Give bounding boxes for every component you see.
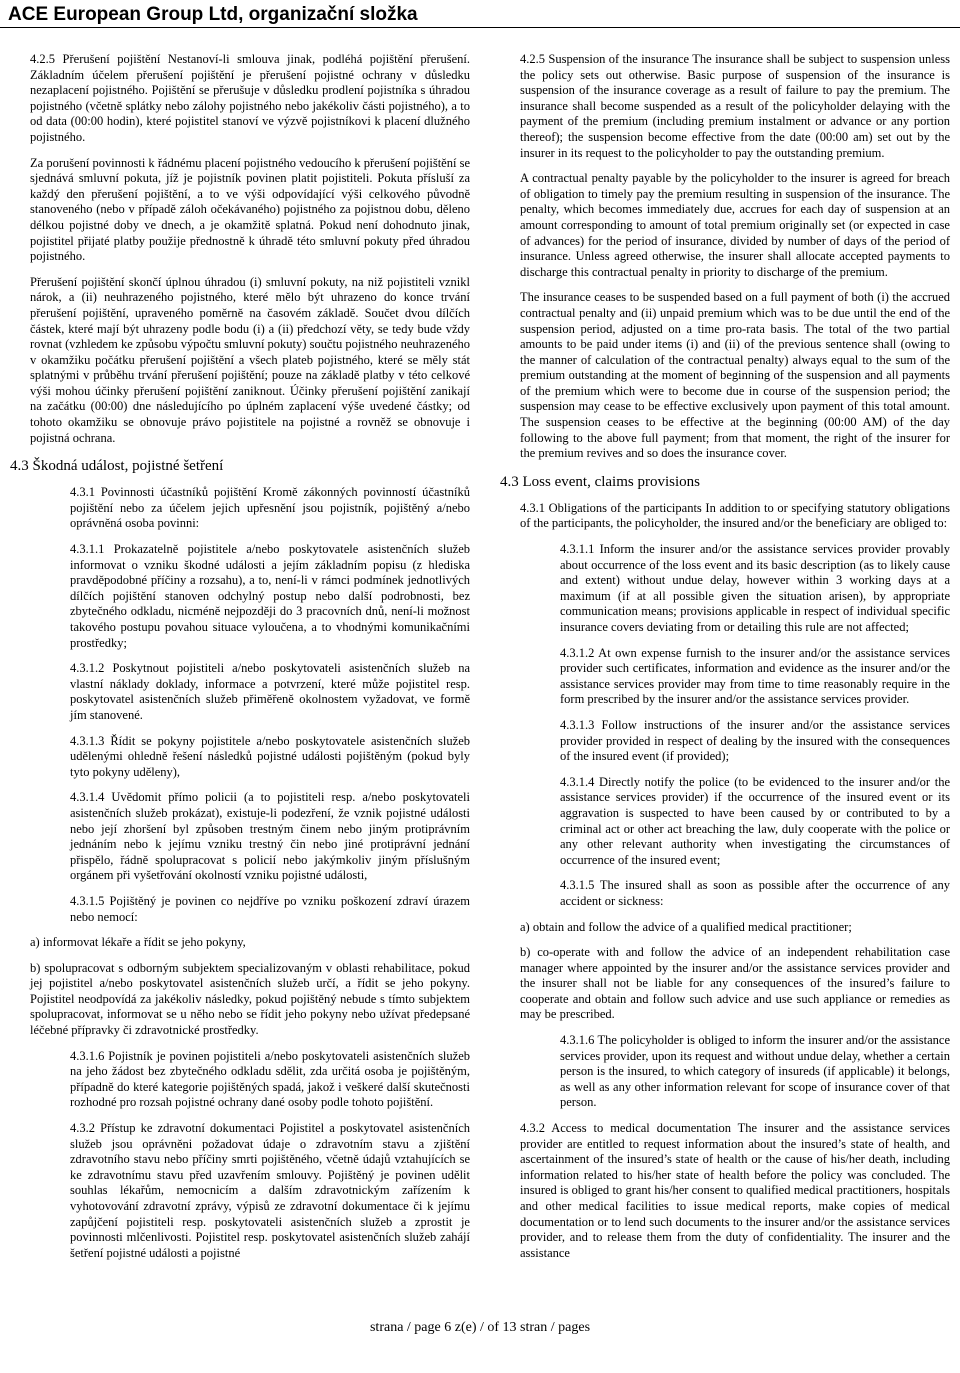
paragraph: Za porušení povinnosti k řádnému placení pojistného vedoucího k přerušení pojištění se sjednává smluvní pokuta, jíž je pojistník povinen platit pojistiteli. Pokuta přísluší za každý den přerušení pojištění, a to ve výši odpovídající výši celkového původně stanoveného (nebo v případě záloh očekávaného) pojistného za pojistnou dobu, děleno délkou pojistné doby ve dnech, a je okamžitě splatná. Pokud není dohodnuto jinak, pojistitel přijaté platby použije přednostně k úhradě této smluvní pokuty před úhradou pojistného. [30,155,470,264]
paragraph: b) spolupracovat s odborným subjektem specializovaným v oblasti rehabilitace, pokud jej pojistitel a/nebo poskytovatel asistenčních služeb určí, a řídit se jeho pokyny. Pojistitel neodpovídá za jakékoliv následky, pokud pojištěný nebude s tímto subjektem spolupracovat, informovat se u něho nebo se řídit jeho pokyny nebo užívat předepsané léčebné přípravky či zdravotnické prostředky. [30,960,470,1038]
paragraph: 4.3.1 Obligations of the participants In addition to or specifying statutory obligations of the participants, the policyholder, the insured and/or the beneficiary are obliged to: [520,500,950,531]
paragraph: 4.3.1.5 The insured shall as soon as possible after the occurrence of any accident or sickness: [560,878,950,908]
section-heading: 4.3 Loss event, claims provisions [500,473,700,490]
paragraph: The insurance ceases to be suspended based on a full payment of both (i) the accrued contractual penalty and (ii) unpaid premium which was to be due until the end of the suspension period, adjusted on a time pro-rata basis. The total of the two partial amounts to be paid under items (i) and (ii) of the previous sentence shall (owing to the manner of calculation of the contractual penalty) always equal to the sum of the premium outstanding at the moment of beginning of the suspension and all payments of the premium which were to become due in course of the suspension period; the suspension may cease to be effective exclusively upon payment of this total amount. The suspension ceases to be effective at the beginning (00:00 AM) of the day following to the above full payment; from that moment, the right of the insurer for the premium revives and so does the insurance cover. [520,290,950,461]
paragraph: 4.3.1.1 Inform the insurer and/or the assistance services provider provably about occurrence of the loss event and its basic description (as to likely cause and extent) without undue delay, however within 3 working days at a maximum (if at all possible given the situation arisen), by appropriate communication means; provisions applicable in respect of individual specific insurance covers deviating from or detailing this rule are not affected; [560,542,950,634]
paragraph: 4.3.1.6 The policyholder is obliged to inform the insurer and/or the assistance services provider, upon its request and without undue delay, whether a certain person is the insured, to which category of insureds (if applicable) it belongs, as well as any other information relevant for scope of insurance cover of that person. [560,1033,950,1110]
section-heading: 4.3 Škodná událost, pojistné šetření [10,458,224,475]
paragraph: 4.2.5 Suspension of the insurance The insurance shall be subject to suspension unless the policy sets out otherwise. Basic purpose of suspension of the insurance is suspension of the insurance coverage as a result of failure to pay the premium. The insurance shall become suspended as a result of the policyholder delaying with the payment of the premium (including premium instalment or advance or any portion thereof); the suspension become effective from the date (00:00 am) set out by the insurer in its request to the policyholder to pay the outstanding premium. [520,52,950,160]
paragraph: 4.3.1.3 Follow instructions of the insurer and/or the assistance services provider provided in respect of dealing by the insured with the consequences of the insured event (if provided); [560,717,950,764]
paragraph: Přerušení pojištění skončí úplnou úhradou (i) smluvní pokuty, na niž pojistiteli vznikl nárok, a (ii) neuhrazeného pojistného, které mělo být uhrazeno do konce trvání přerušení pojištění, upraveného poměrně na časovém základě. Součet dvou dílčích částek, které mají být uhrazeny podle bodu (i) a (ii) předchozí věty, se tedy bude vždy rovnat (vzhledem ke způsobu výpočtu smluvní pokuty) součtu pojistného neuhrazeného v okamžiku počátku přerušení pojištění a všech plateb pojistného, které se měly stát splatnými v průběhu trvání přerušení pojištění; pouze na základě platby v této celkové výši mohou účinky přerušení pojištění zaniknout. Účinky přerušení pojištění zanikají na začátku (00:00) dne následujícího po úplném zaplacení výše uvedené částky; od tohoto okamžiku se obnovuje právo pojistitele na pojistné a rovněž se obnovuje i pojistná ochrana. [30,274,470,445]
paragraph: 4.3.2 Access to medical documentation The insurer and the assistance services provider are entitled to request information about the insured’s state of health, and ascertainment of the insured’s state of health or the cause of his/her death, including information related to his/her state of health before the policy was concluded. The insured is obliged to grant his/her consent to qualified medical practitioners, hospitals and other medical facilities to issue medical reports, make copies of medical documentation or to lend such documents to the insurer and/or the assistance services provider, and to release them from the duty of confidentiality. The insurer and the assistance [520,1121,950,1260]
paragraph: 4.3.2 Přístup ke zdravotní dokumentaci Pojistitel a poskytovatel asistenčních služeb jsou oprávněni požadovat údaje o zdravotním stavu a zjištění zdravotního stavu nebo příčiny smrti pojištěného, včetně údajů vztahujících se ke zdravotnímu stavu před uzavřením smlouvy. Pojištěný je povinen udělit souhlas lékařům, nemocnicím a dalším zdravotnickým zařízením k vyhotovování zdravotní zprávy, výpisů ze zdravotní dokumentace či k jejímu zapůjčení pojistiteli resp. poskytovateli asistenčních služeb a zprostit je povinnosti mlčenlivosti. Pojistitel resp. poskytovatel asistenčních služeb zahájí šetření pojistné události a pojistné [70,1121,470,1260]
paragraph: b) co-operate with and follow the advice of an independent rehabilitation case manager where appointed by the insurer and/or the assistance services provider and the insurer shall not be liable for any consequences of the insured’s failure to cooperate and obtain and follow such advice and use such appliance or remedies as may be prescribed. [520,945,950,1022]
paragraph: 4.3.1.6 Pojistník je povinen pojistiteli a/nebo poskytovateli asistenčních služeb na jeho žádost bez zbytečného odkladu sdělit, zda určitá osoba je pojištěným, případně do které kategorie pojištěných spadá, jakož i veškeré další skutečnosti rozhodné pro rozsah pojistné ochrany dané osoby podle tohoto pojištění. [70,1048,470,1110]
paragraph: 4.3.1.2 At own expense furnish to the insurer and/or the assistance services provider such certificates, information and evidence as the insurer and/or the assistance services provider may from time to time reasonably require in the form prescribed by the insurer and/or the assistance services provider. [560,645,950,707]
paragraph: 4.3.1.3 Řídit se pokyny pojistitele a/nebo poskytovatele asistenčních služeb udělenými ohledně řešení následků pojistné události pojištěným (pokud byly tyto pokyny uděleny), [70,733,470,779]
paragraph: 4.3.1.4 Directly notify the police (to be evidenced to the insurer and/or the assistance services provider) if the occurrence of the insured event or its aggravation is suspected to have been caused by or contributed to by a criminal act or other act breaching the law, duly cooperate with the police or any other relevant authority when investigating the circumstances of occurrence of the insured event; [560,774,950,867]
paragraph: 4.3.1.2 Poskytnout pojistiteli a/nebo poskytovateli asistenčních služeb na vlastní náklady doklady, informace a potvrzení, které může pojistitel resp. poskytovatel asistenčních služeb přiměřeně okolnostem vyžadovat, ve formě jím stanovené. [70,661,470,722]
page-footer: strana / page 6 z(e) / of 13 stran / pages [369,1320,591,1335]
paragraph: 4.2.5 Přerušení pojištění Nestanoví-li smlouva jinak, podléhá pojištění přerušení. Základním účelem přerušení pojištění je přerušení pojistné ochrany v důsledku nezaplacení pojistného. Pojištění se přerušuje v důsledku prodlení pojistníka s úhradou pojistného (včetně splátky nebo zálohy pojistného nebo jakékoliv části pojistného), a to od data (00:00 hodin), které pojistitel stanoví ve výzvě pojistníkovi k placení dlužného pojistného. [30,52,470,144]
page-body [0,28,960,1348]
paragraph: 4.3.1.4 Uvědomit přímo policii (a to pojistiteli resp. a/nebo poskytovateli asistenčních služeb prokázat), existuje-li podezření, že vznik pojistné události nebo její zhoršení byl způsoben trestným činem nebo jiným protiprávním jednáním nebo k jejímu vzniku trestný čin nebo jiné protiprávní jednání přispělo, řádně spolupracovat s policií nebo jakýmkoliv jiným příslušným orgánem při vyšetřování okolností vzniku pojistné události, [70,790,470,883]
document-header [0,0,960,28]
paragraph: 4.3.1 Povinnosti účastníků pojištění Kromě zákonných povinností účastníků pojištění nebo za účelem jejich upřesnění jsou pojistník, pojištěný a/nebo oprávněná osoba povinni: [70,485,470,531]
paragraph: a) informovat lékaře a řídit se jeho pokyny, [30,935,246,950]
english-column [500,52,950,1271]
czech-column [10,52,470,1271]
paragraph: A contractual penalty payable by the policyholder to the insurer is agreed for breach of obligation to timely pay the premium resulting in suspension of the insurance. The penalty, which becomes immediately due, accrues for each day of suspension at an amount corresponding to amount of total premium originally set (or expected in case of advances) for the period of insurance, divided by number of days of the period of insurance. Unless agreed otherwise, the insurer shall allocate accepted payments to discharge this contractual penalty in priority to discharge of the premium. [520,171,950,279]
paragraph: 4.3.1.1 Prokazatelně pojistitele a/nebo poskytovatele asistenčních služeb informovat o vzniku škodné události a jejím základním popisu (z hlediska pravděpodobné příčiny a rozsahu), a to, není-li v rámci podmínek jednotlivých dílčích pojištění stanoven odchylný postup nebo další podrobnosti, bez zbytečného odkladu, nicméně nejpozději do 3 pracovních dnů, není-li možnost takového postupu povahou situace vyloučena, a to vhodnými komunikačními prostředky; [70,542,470,650]
company-title: ACE European Group Ltd, organizační složka [8,4,418,25]
paragraph: 4.3.1.5 Pojištěný je povinen co nejdříve po vzniku poškození zdraví úrazem nebo nemocí: [70,893,470,924]
paragraph: a) obtain and follow the advice of a qualified medical practitioner; [520,919,852,934]
